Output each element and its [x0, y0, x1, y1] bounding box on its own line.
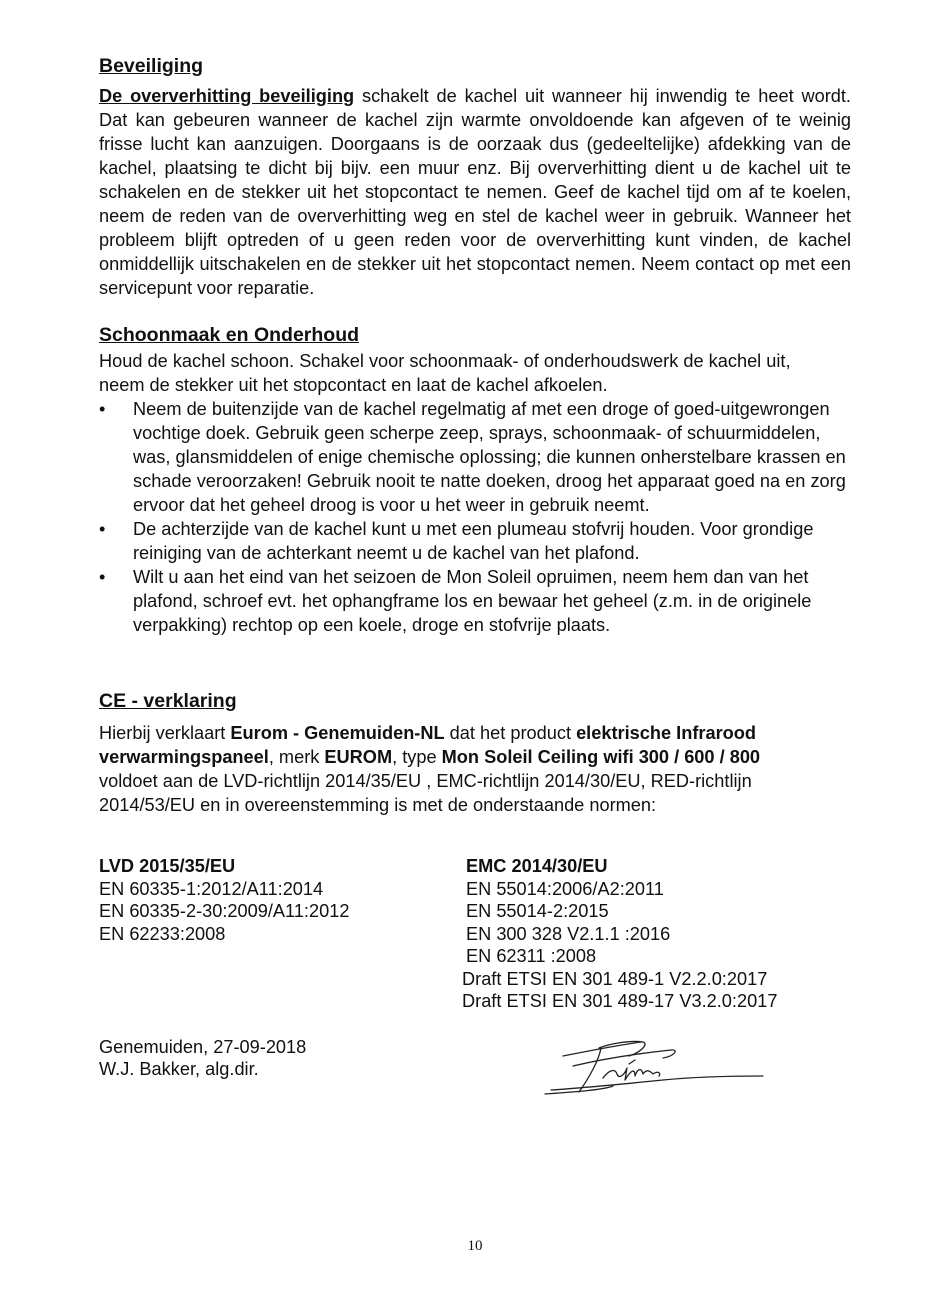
ce-text: , type	[392, 747, 442, 767]
list-item-text: Wilt u aan het eind van het seizoen de Mon Soleil opruimen, neem hem dan van het plafond, schroef evt. het ophangframe los en bewaar het geheel (z.m. in de originele verpakking) rechtop op een koele, droge en stofvrije plaats.	[133, 567, 812, 635]
norm-item: EN 300 328 V2.1.1 :2016	[466, 923, 671, 944]
list-item-text: Neem de buitenzijde van de kachel regelmatig af met een droge of goed-uitgewrongen vochtige doek. Gebruik geen scherpe zeep, sprays, schoonmaak- of schuurmiddelen, was, glansmiddelen of enige chemische oplossing; die kunnen onherstelbare krassen en schade veroorzaken! Gebruik nooit te natte doeken, droog het apparaat goed na en zorg ervoor dat het geheel droog is voor u het weer in gebruik neemt.	[133, 399, 846, 515]
ce-declaration	[99, 721, 851, 769]
norm-item: EN 60335-2-30:2009/A11:2012	[99, 901, 350, 921]
ce-company: Eurom - Genemuiden-NL	[230, 723, 445, 743]
safety-body: schakelt de kachel uit wanneer hij inwendig te heet wordt. Dat kan gebeuren wanneer de kachel zijn warmte onvoldoende kan afgeven of te weinig frisse lucht kan aanzuigen. Doorgaans is de oorzaak dus (gedeeltelijke) afdekking van de kachel, plaatsing te dicht bij bijv. een muur enz. Bij oververhitting dient u de kachel uit te schakelen en de stekker uit het stopcontact te nemen. Geef de kachel tijd om af te koelen, neem de reden van de oververhitting weg en stel de kachel weer in gebruik. Wanneer het probleem blijft optreden of u geen reden voor de oververhitting kunt vinden, de kachel onmiddellijk uitschakelen en de stekker uit het stopcontact nemen. Neem contact op met een servicepunt voor reparatie.	[99, 86, 851, 298]
ce-directives-line-1: voldoet aan de LVD-richtlijn 2014/35/EU , EMC-richtlijn 2014/30/EU, RED-richtlijn	[99, 771, 752, 791]
safety-paragraph	[99, 84, 851, 300]
norm-item: EN 60335-1:2012/A11:2014	[99, 878, 324, 899]
list-item-text: De achterzijde van de kachel kunt u met een plumeau stofvrij houden. Voor grondige reiniging van de achterkant neemt u de kachel van het plafond.	[133, 519, 814, 563]
page-number: 10	[467, 1238, 483, 1254]
cleaning-bullet-list	[99, 397, 851, 637]
document-page	[99, 52, 851, 817]
emc-column	[462, 855, 866, 1013]
ce-text: Hierbij verklaart	[99, 723, 231, 743]
norm-item-draft: Draft ETSI EN 301 489-17 V3.2.0:2017	[462, 991, 778, 1011]
list-item	[99, 565, 851, 637]
lvd-title: LVD 2015/35/EU	[99, 856, 236, 876]
ce-text: , merk	[268, 747, 325, 767]
handwritten-signature	[543, 1034, 768, 1098]
cleaning-intro-line-2: neem de stekker uit het stopcontact en laat de kachel afkoelen.	[99, 375, 608, 395]
ce-product: elektrische Infrarood verwarmingspaneel	[99, 723, 756, 767]
safety-lead: De oververhitting beveiliging	[99, 86, 355, 106]
norm-item: EN 62233:2008	[99, 923, 226, 944]
emc-title: EMC 2014/30/EU	[466, 856, 608, 876]
section-heading-ce: CE - verklaring	[99, 690, 237, 712]
signoff-block	[99, 1036, 306, 1080]
place-date: Genemuiden, 27-09-2018	[99, 1037, 307, 1057]
norms-table	[99, 855, 859, 1015]
bullet-icon: •	[99, 519, 106, 539]
ce-type: Mon Soleil Ceiling wifi 300 / 600 / 800	[441, 747, 761, 767]
list-item	[99, 397, 851, 517]
bullet-icon: •	[99, 567, 106, 587]
norm-item: EN 55014:2006/A2:2011	[466, 878, 664, 899]
ce-brand: EUROM	[324, 747, 393, 767]
norm-item-draft: Draft ETSI EN 301 489-1 V2.2.0:2017	[462, 968, 768, 989]
bullet-icon: •	[99, 399, 106, 419]
section-heading-safety: Beveiliging	[99, 55, 204, 77]
lvd-column	[99, 855, 449, 945]
ce-text: dat het product	[444, 723, 577, 743]
list-item	[99, 517, 851, 565]
cleaning-intro-line-1: Houd de kachel schoon. Schakel voor schoonmaak- of onderhoudswerk de kachel uit,	[99, 351, 791, 371]
ce-directives-line-2: 2014/53/EU en in overeenstemming is met de onderstaande normen:	[99, 795, 657, 815]
norm-item: EN 62311 :2008	[466, 946, 597, 966]
signer-name: W.J. Bakker, alg.dir.	[99, 1059, 259, 1079]
norm-item: EN 55014-2:2015	[466, 901, 609, 921]
section-heading-cleaning: Schoonmaak en Onderhoud	[99, 324, 360, 346]
